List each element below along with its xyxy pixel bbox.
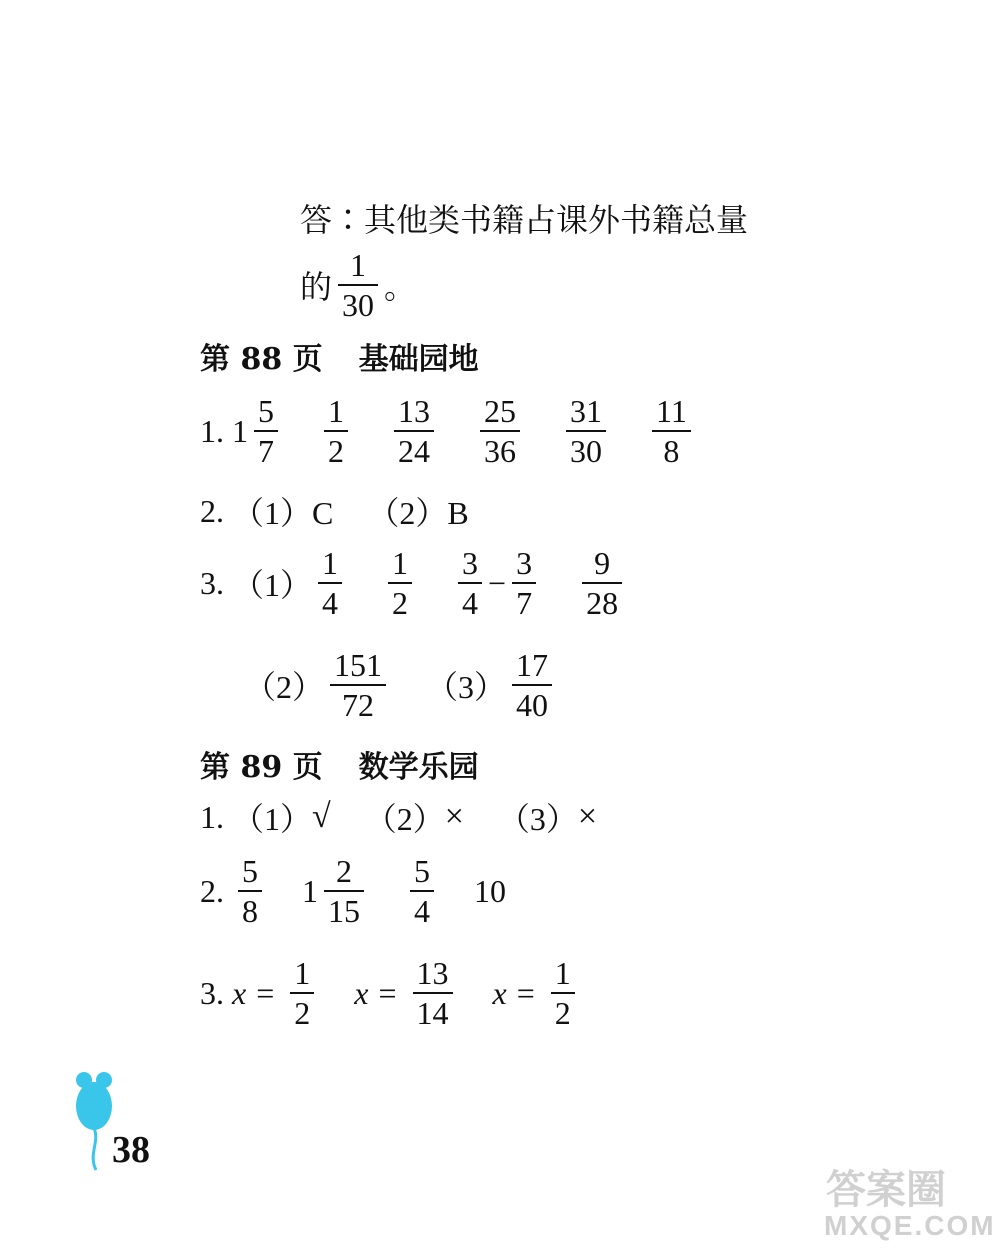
fraction: $\frac{3}{4}$ <box>458 544 482 622</box>
q-label: 3. <box>200 564 224 601</box>
fraction: $\frac{1}{2}$ <box>290 954 314 1032</box>
fraction: $\frac{5}{8}$ <box>238 852 262 930</box>
variable: x <box>354 974 369 1011</box>
fraction: $\frac{3}{7}$ <box>512 544 536 622</box>
fraction: $\frac{1}{2}$ <box>388 544 412 622</box>
variable: x <box>232 974 247 1011</box>
fraction: $\frac{1}{2}$ <box>551 954 575 1032</box>
answer-line-1: 答∶其他类书籍占课外书籍总量 <box>300 201 749 239</box>
variable: x <box>492 974 507 1011</box>
q-label: 2. <box>200 492 224 529</box>
section-89-title: 数学乐园 <box>358 750 479 785</box>
watermark-url: MXQE.COM <box>824 1210 996 1241</box>
fraction: $\frac{31}{30}$ <box>566 392 606 470</box>
answer-part: （2） <box>364 801 445 837</box>
section-88-page: 第 88 页 <box>200 342 323 377</box>
fraction: $\frac{13}{14}$ <box>413 954 453 1032</box>
watermark-logo: 答案圈 <box>826 1168 946 1212</box>
q88-3-line-2 <box>244 646 558 724</box>
section-88-heading <box>200 334 515 378</box>
cross-icon: × <box>577 798 598 835</box>
section-89-page: 第 89 页 <box>200 750 323 785</box>
fraction: $\frac{9}{28}$ <box>582 544 622 622</box>
answer-part: （1） <box>232 567 313 603</box>
minus-sign: − <box>488 564 507 601</box>
q88-2 <box>200 488 469 534</box>
mixed-whole: 1 <box>302 872 318 909</box>
section-89-heading <box>200 742 515 786</box>
fraction: $\frac{1}{2}$ <box>324 392 348 470</box>
q-label: 1. <box>200 798 224 835</box>
q89-2 <box>200 852 506 930</box>
answer-line-2 <box>300 246 416 324</box>
answer-part: （1） <box>232 801 313 837</box>
equals-sign: = <box>256 974 275 1011</box>
check-icon: √ <box>312 798 331 835</box>
q88-1 <box>200 392 697 470</box>
answer-part: （3） <box>497 801 578 837</box>
q-label: 3. <box>200 974 224 1011</box>
fraction: $\frac{13}{24}$ <box>394 392 434 470</box>
fraction: $\frac{151}{72}$ <box>330 646 386 724</box>
answer-fraction: $\frac{1}{30}$ <box>338 246 378 324</box>
answer-part: （1）C <box>232 495 334 531</box>
answer-part: （2） <box>244 669 325 705</box>
cross-icon: × <box>444 798 464 835</box>
equals-sign: = <box>378 974 397 1011</box>
section-88-title: 基础园地 <box>358 342 479 377</box>
fraction: $\frac{11}{8}$ <box>652 392 691 470</box>
answer-value: 10 <box>474 872 506 909</box>
answer-part: （2）B <box>367 495 469 531</box>
q-label: 1. <box>200 412 224 449</box>
q89-3 <box>200 954 581 1032</box>
answer-suffix: 。 <box>384 268 417 306</box>
answer-prefix: 的 <box>300 268 333 306</box>
fraction: $\frac{5}{4}$ <box>410 852 434 930</box>
answer-part: （3） <box>426 669 507 705</box>
fraction: $\frac{25}{36}$ <box>480 392 520 470</box>
q-label: 2. <box>200 872 224 909</box>
mixed-whole: 1 <box>232 412 248 449</box>
q88-3 <box>200 544 628 622</box>
fraction: $\frac{17}{40}$ <box>512 646 552 724</box>
fraction: $\frac{1}{4}$ <box>318 544 342 622</box>
fraction: $\frac{2}{15}$ <box>324 852 364 930</box>
fraction: $\frac{5}{7}$ <box>254 392 278 470</box>
q89-1 <box>200 794 597 840</box>
equals-sign: = <box>516 974 535 1011</box>
page-number: 38 <box>112 1129 150 1171</box>
